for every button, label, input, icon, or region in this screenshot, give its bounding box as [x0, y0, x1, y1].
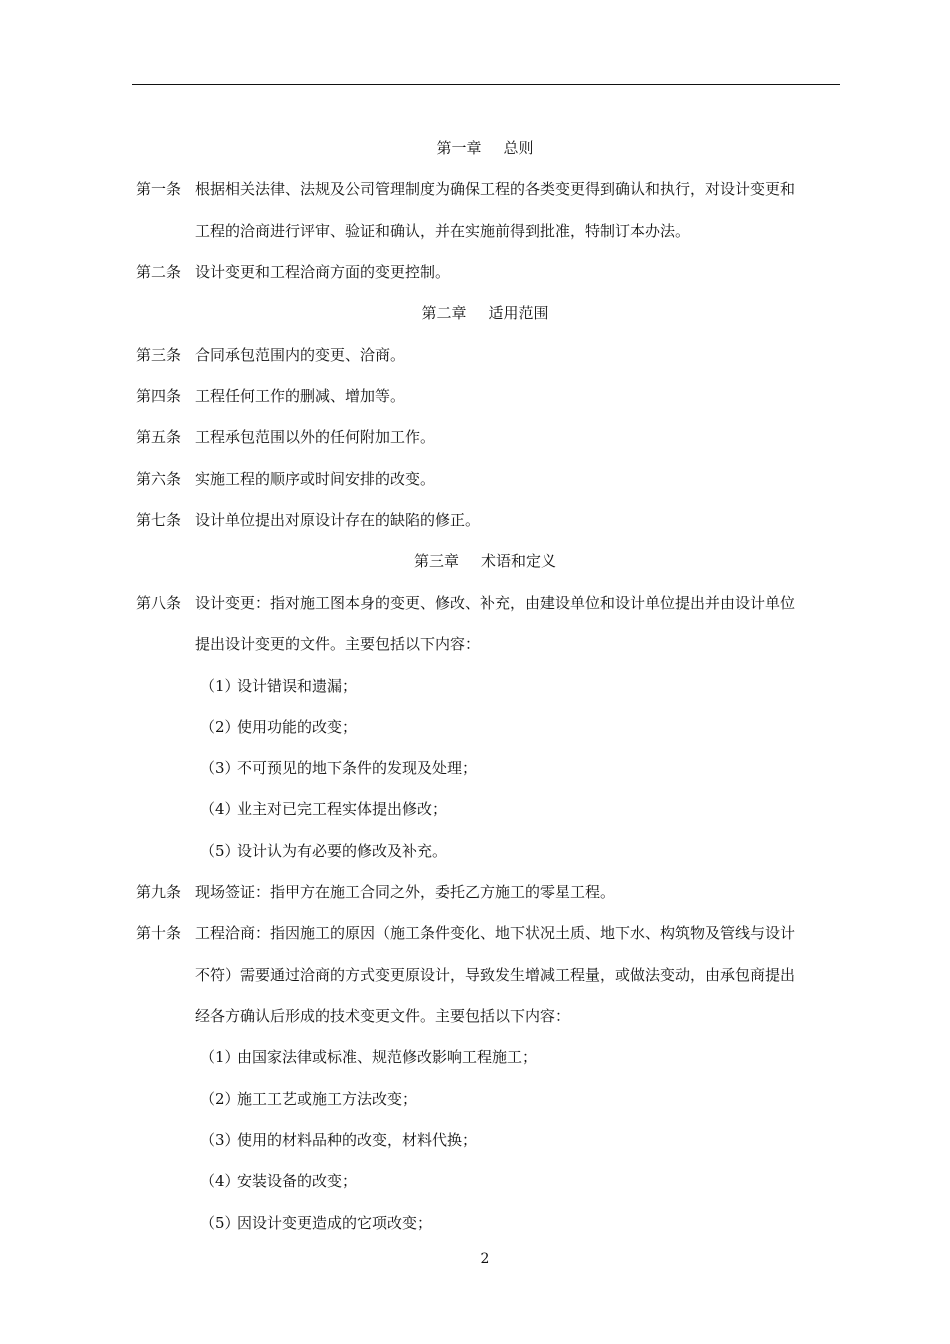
negotiation-item — [200, 1171, 357, 1191]
design-change-item — [200, 758, 477, 778]
article-number: 第五条 — [136, 428, 182, 446]
design-change-item — [200, 799, 447, 819]
article-text: 工程承包范围以外的任何附加工作。 — [195, 428, 436, 446]
article-number: 第十条 — [136, 924, 182, 942]
item-marker: （3） — [200, 1131, 240, 1149]
item-text: 施工工艺或施工方法改变； — [237, 1090, 418, 1108]
article-number: 第四条 — [136, 387, 182, 405]
item-text: 安装设备的改变； — [237, 1172, 358, 1190]
item-text: 设计认为有必要的修改及补充。 — [237, 842, 448, 860]
chapter-2-heading — [0, 303, 950, 323]
article-number: 第六条 — [136, 470, 182, 488]
item-marker: （3） — [200, 759, 240, 777]
article-8-continuation: 提出设计变更的文件。主要包括以下内容： — [195, 635, 481, 653]
chapter-label: 第三章 — [413, 552, 459, 570]
item-marker: （4） — [200, 1172, 240, 1190]
chapter-title: 总则 — [503, 139, 534, 157]
design-change-item — [200, 676, 357, 696]
chapter-3-heading — [0, 551, 950, 571]
item-text: 因设计变更造成的它项改变； — [237, 1214, 433, 1232]
chapter-title: 适用范围 — [488, 304, 549, 322]
article-text: 现场签证：指甲方在施工合同之外，委托乙方施工的零星工程。 — [195, 883, 616, 901]
chapter-label: 第二章 — [421, 304, 467, 322]
article-number: 第七条 — [136, 511, 182, 529]
article-text: 根据相关法律、法规及公司管理制度为确保工程的各类变更得到确认和执行，对设计变更和 — [195, 180, 796, 198]
item-text: 设计错误和遗漏； — [237, 677, 358, 695]
item-marker: （1） — [200, 1048, 240, 1066]
item-text: 业主对已完工程实体提出修改； — [237, 800, 448, 818]
item-marker: （2） — [200, 718, 240, 736]
item-marker: （2） — [200, 1090, 240, 1108]
item-text: 使用的材料品种的改变，材料代换； — [237, 1131, 478, 1149]
article-number: 第八条 — [136, 594, 182, 612]
article-10-continuation: 经各方确认后形成的技术变更文件。主要包括以下内容： — [195, 1007, 571, 1025]
article-10-continuation: 不符）需要通过洽商的方式变更原设计，导致发生增减工程量，或做法变动，由承包商提出 — [195, 966, 796, 984]
article-text: 设计变更和工程洽商方面的变更控制。 — [195, 263, 451, 281]
article-text: 工程洽商：指因施工的原因（施工条件变化、地下状况土质、地下水、构筑物及管线与设计 — [195, 924, 796, 942]
negotiation-item — [200, 1047, 537, 1067]
chapter-label: 第一章 — [436, 139, 482, 157]
item-marker: （5） — [200, 842, 240, 860]
design-change-item — [200, 717, 357, 737]
article-number: 第二条 — [136, 263, 182, 281]
page-number: 2 — [480, 1251, 490, 1267]
chapter-1-heading — [0, 138, 950, 158]
design-change-item — [200, 841, 447, 861]
article-number: 第一条 — [136, 180, 182, 198]
chapter-title: 术语和定义 — [481, 552, 557, 570]
item-marker: （4） — [200, 800, 240, 818]
negotiation-item — [200, 1130, 477, 1150]
item-text: 不可预见的地下条件的发现及处理； — [237, 759, 478, 777]
header-rule — [132, 84, 840, 85]
article-text: 工程任何工作的删减、增加等。 — [195, 387, 406, 405]
negotiation-item — [200, 1213, 432, 1233]
article-text: 实施工程的顺序或时间安排的改变。 — [195, 470, 436, 488]
item-text: 使用功能的改变； — [237, 718, 358, 736]
article-text: 合同承包范围内的变更、洽商。 — [195, 346, 406, 364]
article-text: 设计变更：指对施工图本身的变更、修改、补充，由建设单位和设计单位提出并由设计单位 — [195, 594, 796, 612]
item-text: 由国家法律或标准、规范修改影响工程施工； — [237, 1048, 538, 1066]
negotiation-item — [200, 1089, 417, 1109]
article-text: 设计单位提出对原设计存在的缺陷的修正。 — [195, 511, 481, 529]
article-number: 第九条 — [136, 883, 182, 901]
article-1-continuation: 工程的洽商进行评审、验证和确认，并在实施前得到批准，特制订本办法。 — [195, 222, 691, 240]
item-marker: （1） — [200, 677, 240, 695]
article-number: 第三条 — [136, 346, 182, 364]
item-marker: （5） — [200, 1214, 240, 1232]
